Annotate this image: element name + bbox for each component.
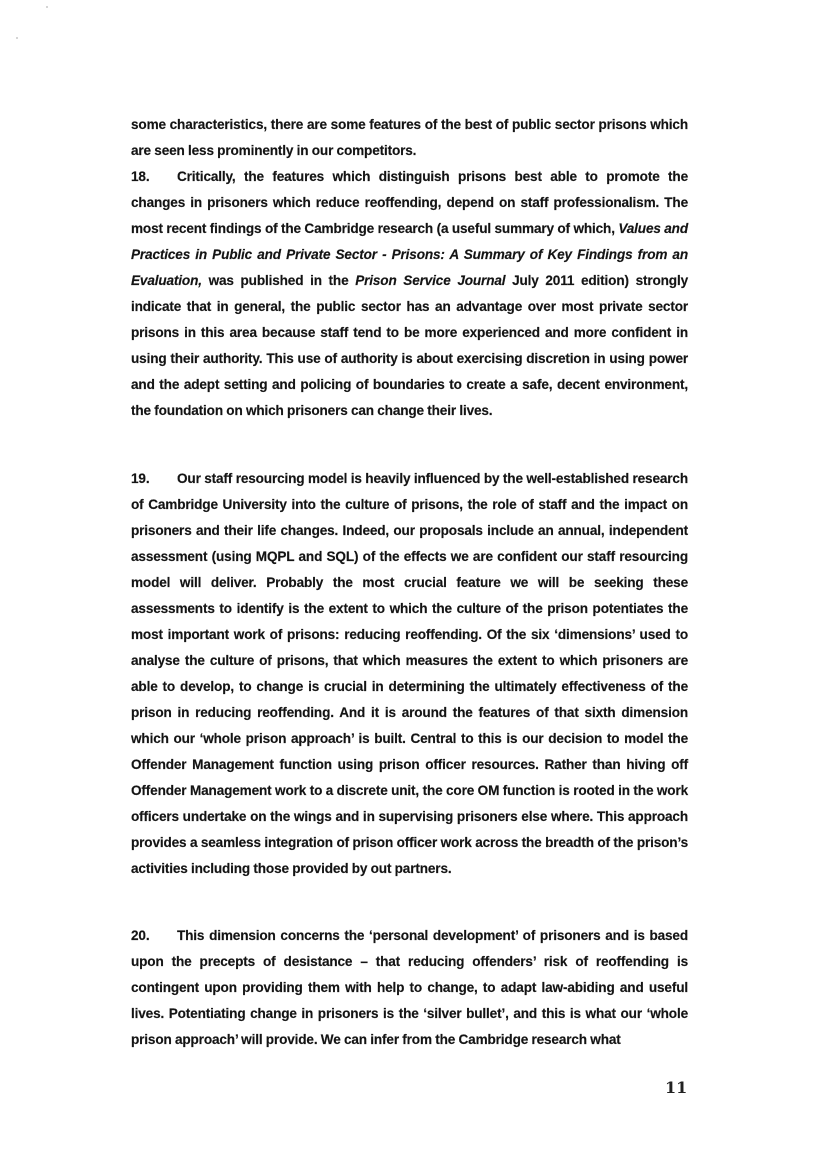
paragraph-20 [131,923,688,1053]
paragraph-19-body [131,466,688,882]
paragraph-19 [131,466,688,882]
paragraph-20-text: This dimension concerns the ‘personal development’ of prisoners and is based upon the precepts of desistance – that reducing offenders’ risk of reoffending is contingent upon providing them with help to change, to adapt law-abiding and useful lives. Potentiating change in prisoners is the ‘silver bullet’, and this is what our ‘whole prison approach’ will provide. We can infer from the Cambridge research what [131,928,688,1047]
publication-title: Values and Practices in Public and Private Sector - Prisons: A Summary of Key Findings from an Evaluation, [131,221,688,288]
scan-speck [46,6,48,8]
paragraph-20-body [131,923,688,1053]
intro-paragraph [131,112,688,164]
journal-name: Prison Service Journal [355,273,506,288]
paragraph-number: 19. [131,471,150,486]
intro-text: some characteristics, there are some features of the best of public sector prisons which are seen less prominently in our competitors. [131,117,688,158]
paragraph-18-text-2: was published in the [201,273,356,288]
paragraph-number: 20. [131,928,150,943]
paragraph-19-text: Our staff resourcing model is heavily influenced by the well-established research of Cambridge University into the culture of prisons, the role of staff and the impact on prisoners and their life changes. Indeed, our proposals include an annual, independent assessment (using MQPL and SQL) of the effects we are confident our staff resourcing model will deliver. Probably the most crucial feature we will be seeking these assessments to identify is the extent to which the culture of the prison potentiates the most important work of prisons: reducing reoffending. Of the six ‘dimensions’ used to analyse the culture of prisons, that which measures the extent to which prisoners are able to develop, to change is crucial in determining the ultimately effectiveness of the prison in reducing reoffending. And it is around the features of that sixth dimension which our ‘whole prison approach’ is built. Central to this is our decision to model the Offender Management function using prison officer resources. Rather than hiving off Offender Management work to a discrete unit, the core OM function is rooted in the work officers undertake on the wings and in supervising prisoners else where. This approach provides a seamless integration of prison officer work across the breadth of the prison’s activities including those provided by out partners. [131,471,688,876]
paragraph-18-body [131,164,688,424]
paragraph-18 [131,164,688,424]
paragraph-18-text-1: Critically, the features which distinguish prisons best able to promote the changes in prisoners which reduce reoffending, depend on staff professionalism. The most recent findings of the Cambridge research (a useful summary of which, [131,169,688,236]
scan-speck [16,37,18,39]
paragraph-number: 18. [131,169,150,184]
paragraph-18-text-3: July 2011 edition) strongly indicate that in general, the public sector has an advantage over most private sector prisons in this area because staff tend to be more experienced and more confident in using their authority. This use of authority is about exercising discretion in using power and the adept setting and policing of boundaries to create a safe, decent environment, the foundation on which prisoners can change their lives. [131,273,688,418]
page-number: 11 [665,1078,688,1097]
